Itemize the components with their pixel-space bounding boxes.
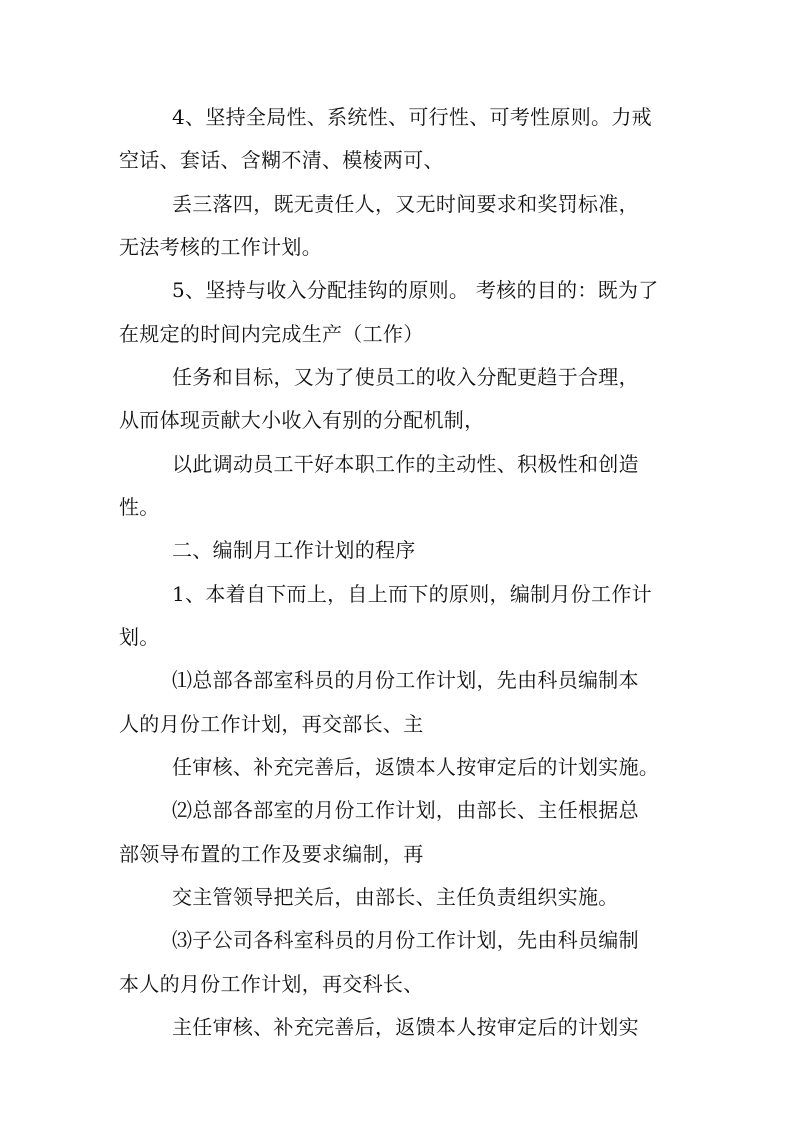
text-line: ⑵总部各部室的月份工作计划，由部长、主任根据总	[172, 798, 639, 822]
text-line: 丢三落四，既无责任人，又无时间要求和奖罚标准，	[172, 192, 639, 216]
text-line: 划。	[119, 625, 160, 649]
text-line: 任审核、补充完善后，返馈本人按审定后的计划实施。	[172, 755, 660, 779]
text-line: 以此调动员工干好本职工作的主动性、积极性和创造	[172, 452, 639, 476]
text-line: 1、本着自下而上，自上而下的原则，编制月份工作计	[172, 582, 652, 606]
text-line: 任务和目标，又为了使员工的收入分配更趋于合理，	[172, 365, 639, 389]
text-line: ⑶子公司各科室科员的月份工作计划，先由科员编制	[172, 928, 639, 952]
text-line: 交主管领导把关后，由部长、主任负责组织实施。	[172, 885, 619, 909]
text-line: 本人的月份工作计划，再交科长、	[119, 972, 424, 996]
text-line: 部领导布置的工作及要求编制，再	[119, 842, 424, 866]
text-line: ⑴总部各部室科员的月份工作计划，先由科员编制本	[172, 668, 639, 692]
text-line: 主任审核、补充完善后，返馈本人按审定后的计划实	[172, 1015, 639, 1039]
text-line: 空话、套话、含糊不清、模棱两可、	[119, 148, 444, 172]
text-line: 人的月份工作计划，再交部长、主	[119, 712, 424, 736]
section-heading: 二、编制月工作计划的程序	[172, 538, 416, 562]
text-line: 性。	[119, 495, 160, 519]
text-line: 5、坚持与收入分配挂钩的原则。 考核的目的：既为了	[172, 278, 659, 302]
text-line: 在规定的时间内完成生产（工作）	[119, 322, 424, 346]
text-line: 无法考核的工作计划。	[119, 235, 322, 259]
text-line: 从而体现贡献大小收入有别的分配机制，	[119, 408, 485, 432]
text-line: 4、坚持全局性、系统性、可行性、可考性原则。力戒	[172, 105, 652, 129]
